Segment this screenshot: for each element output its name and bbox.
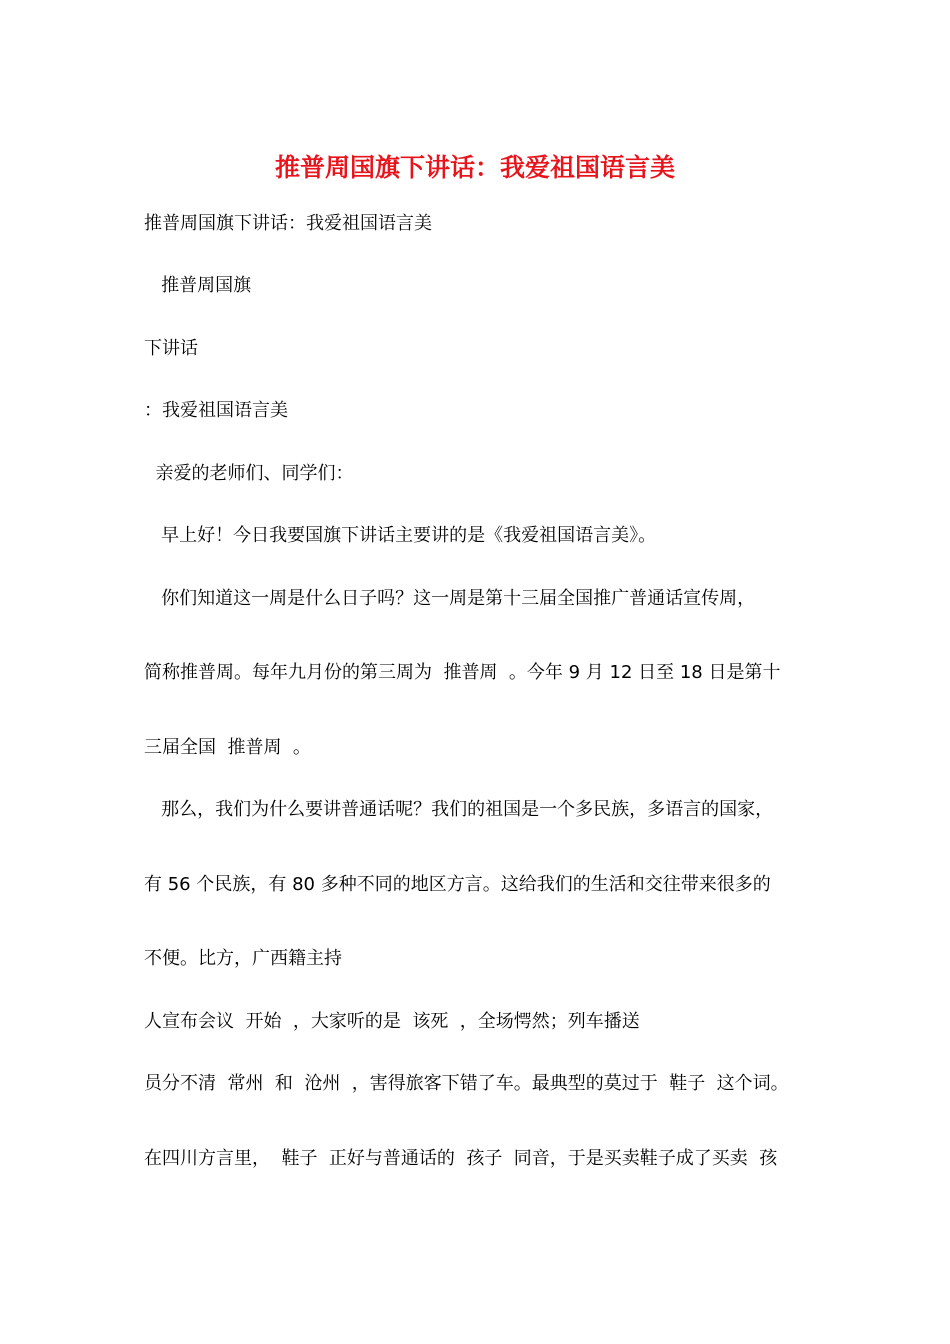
paragraph-line: 亲爱的老师们、同学们： — [144, 463, 354, 484]
paragraph-line: 人宣布会议 开始 ，大家听的是 该死 ，全场愕然；列车播送 — [144, 1011, 640, 1032]
paragraph-line: 推普周国旗 — [144, 275, 252, 296]
paragraph-line: 员分不清 常州 和 沧州 ，害得旅客下错了车。最典型的莫过于 鞋子 这个词。 — [144, 1073, 789, 1094]
paragraph-line: ：我爱祖国语言美 — [144, 400, 288, 421]
paragraph-line: 你们知道这一周是什么日子吗？这一周是第十三届全国推广普通话宣传周， — [144, 588, 756, 609]
paragraph-line: 三届全国 推普周 。 — [144, 737, 311, 758]
paragraph-line: 早上好！今日我要国旗下讲话主要讲的是《我爱祖国语言美》。 — [144, 525, 657, 546]
paragraph-line: 那么，我们为什么要讲普通话呢？我们的祖国是一个多民族，多语言的国家， — [144, 799, 774, 820]
paragraph-line: 下讲话 — [144, 338, 198, 359]
document-title: 推普周国旗下讲话：我爱祖国语言美 — [274, 153, 675, 182]
paragraph-line: 有 56 个民族，有 80 多种不同的地区方言。这给我们的生活和交往带来很多的 — [144, 874, 771, 895]
paragraph-line: 在四川方言里， 鞋子 正好与普通话的 孩子 同音，于是买卖鞋子成了买卖 孩 — [144, 1148, 778, 1169]
paragraph-line: 推普周国旗下讲话：我爱祖国语言美 — [144, 213, 432, 234]
paragraph-line: 不便。比方，广西籍主持 — [144, 948, 342, 969]
paragraph-line: 简称推普周。每年九月份的第三周为 推普周 。今年 9 月 12 日至 18 日是第十 — [144, 662, 781, 683]
